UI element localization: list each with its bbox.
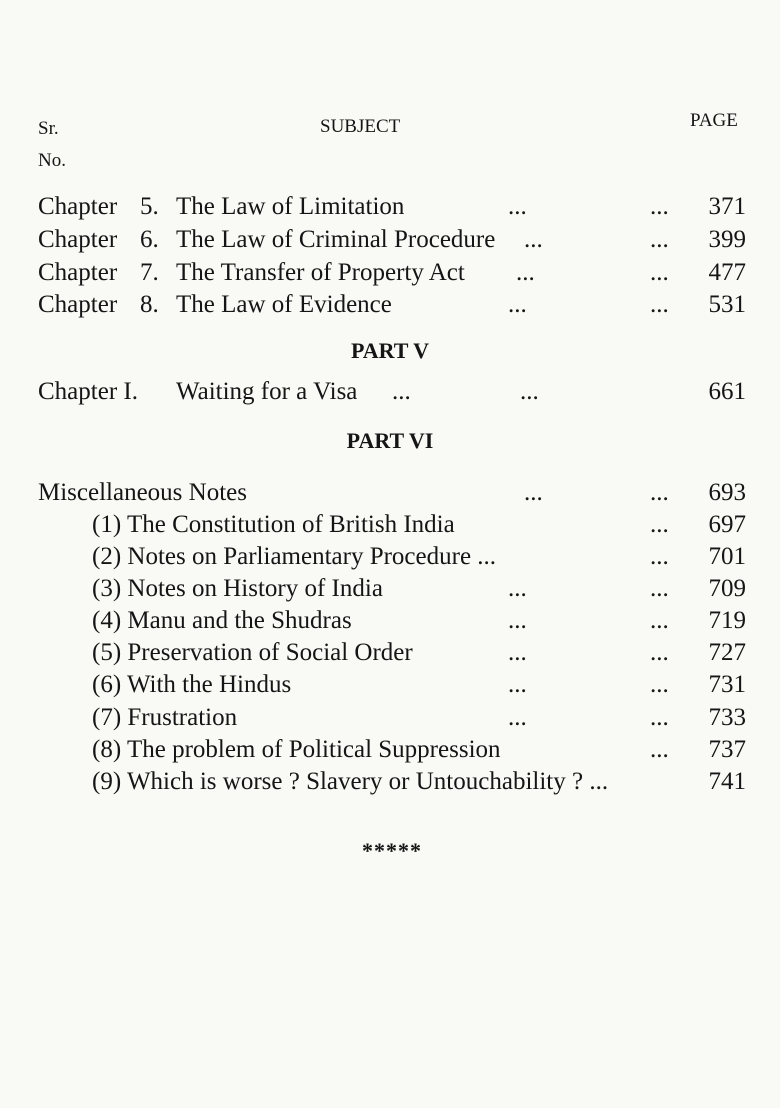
- leader-dots: ...: [524, 226, 543, 253]
- toc-row: [0, 509, 780, 541]
- page-number: 733: [708, 704, 746, 731]
- note-title: (3) Notes on History of India: [92, 575, 383, 602]
- page-header: PAGE: [690, 110, 738, 131]
- leader-dots: ...: [508, 575, 527, 602]
- leader-dots: ...: [650, 479, 669, 506]
- toc-row: [0, 734, 780, 766]
- toc-row: [0, 289, 780, 321]
- leader-dots: ...: [650, 511, 669, 538]
- chapter-title: The Law of Limitation: [176, 193, 405, 220]
- page-number: 693: [708, 479, 746, 506]
- toc-row: [0, 573, 780, 605]
- chapter-number: 5.: [140, 193, 159, 220]
- page-number: 371: [708, 193, 746, 220]
- leader-dots: ...: [392, 378, 411, 405]
- leader-dots: ...: [650, 226, 669, 253]
- leader-dots: ...: [650, 291, 669, 318]
- leader-dots: ...: [650, 639, 669, 666]
- no-label: No.: [38, 150, 66, 171]
- chapter-label: Chapter I.: [38, 378, 138, 405]
- toc-row: [0, 702, 780, 734]
- page-number: 697: [708, 511, 746, 538]
- leader-dots: ...: [524, 479, 543, 506]
- page-number: 719: [708, 607, 746, 634]
- chapter-label: Chapter: [38, 193, 118, 220]
- toc-row: [0, 376, 780, 408]
- leader-dots: ...: [650, 193, 669, 220]
- chapter-number: 8.: [140, 291, 159, 318]
- page-number: 661: [708, 378, 746, 405]
- page-number: 727: [708, 639, 746, 666]
- sr-label: Sr.: [38, 118, 59, 139]
- leader-dots: ...: [650, 671, 669, 698]
- leader-dots: ...: [516, 259, 535, 286]
- leader-dots: ...: [508, 639, 527, 666]
- leader-dots: ...: [508, 607, 527, 634]
- toc-row: [0, 766, 780, 798]
- toc-row: [0, 224, 780, 256]
- leader-dots: ...: [650, 704, 669, 731]
- chapter-title: Waiting for a Visa: [176, 378, 358, 405]
- leader-dots: ...: [508, 704, 527, 731]
- note-title: (2) Notes on Parliamentary Procedure ...: [92, 543, 497, 570]
- subject-header: SUBJECT: [320, 116, 401, 137]
- page-number: 731: [708, 671, 746, 698]
- note-title: (7) Frustration: [92, 704, 238, 731]
- chapter-number: 7.: [140, 259, 159, 286]
- chapter-title: The Law of Evidence: [176, 291, 392, 318]
- page-number: 741: [708, 768, 746, 795]
- leader-dots: ...: [650, 607, 669, 634]
- part-v-heading: PART V: [350, 338, 430, 363]
- chapter-label: Chapter: [38, 226, 118, 253]
- chapter-number: 6.: [140, 226, 159, 253]
- toc-row: [0, 257, 780, 289]
- leader-dots: ...: [650, 543, 669, 570]
- page-number: 531: [708, 291, 746, 318]
- chapter-label: Chapter: [38, 259, 118, 286]
- leader-dots: ...: [508, 671, 527, 698]
- chapter-title: The Transfer of Property Act: [176, 259, 465, 286]
- note-title: (8) The problem of Political Suppression: [92, 736, 501, 763]
- leader-dots: ...: [508, 193, 527, 220]
- end-mark: *****: [362, 838, 422, 863]
- leader-dots: ...: [650, 575, 669, 602]
- page-number: 709: [708, 575, 746, 602]
- page-number: 399: [708, 226, 746, 253]
- note-title: (1) The Constitution of British India: [92, 511, 455, 538]
- page-number: 477: [708, 259, 746, 286]
- toc-row: [0, 541, 780, 573]
- page-number: 737: [708, 736, 746, 763]
- page-number: 701: [708, 543, 746, 570]
- leader-dots: ...: [520, 378, 539, 405]
- note-title: (6) With the Hindus: [92, 671, 292, 698]
- note-title: (9) Which is worse ? Slavery or Untouchability ? ...: [92, 768, 609, 795]
- chapter-label: Chapter: [38, 291, 118, 318]
- chapter-title: The Law of Criminal Procedure: [176, 226, 496, 253]
- toc-row: [0, 605, 780, 637]
- toc-row: [0, 669, 780, 701]
- note-title: (4) Manu and the Shudras: [92, 607, 352, 634]
- leader-dots: ...: [650, 736, 669, 763]
- section-title: Miscellaneous Notes: [38, 479, 247, 506]
- toc-row: [0, 477, 780, 509]
- note-title: (5) Preservation of Social Order: [92, 639, 413, 666]
- leader-dots: ...: [508, 291, 527, 318]
- toc-row: [0, 637, 780, 669]
- toc-row: [0, 191, 780, 223]
- part-vi-heading: PART VI: [346, 428, 434, 453]
- leader-dots: ...: [650, 259, 669, 286]
